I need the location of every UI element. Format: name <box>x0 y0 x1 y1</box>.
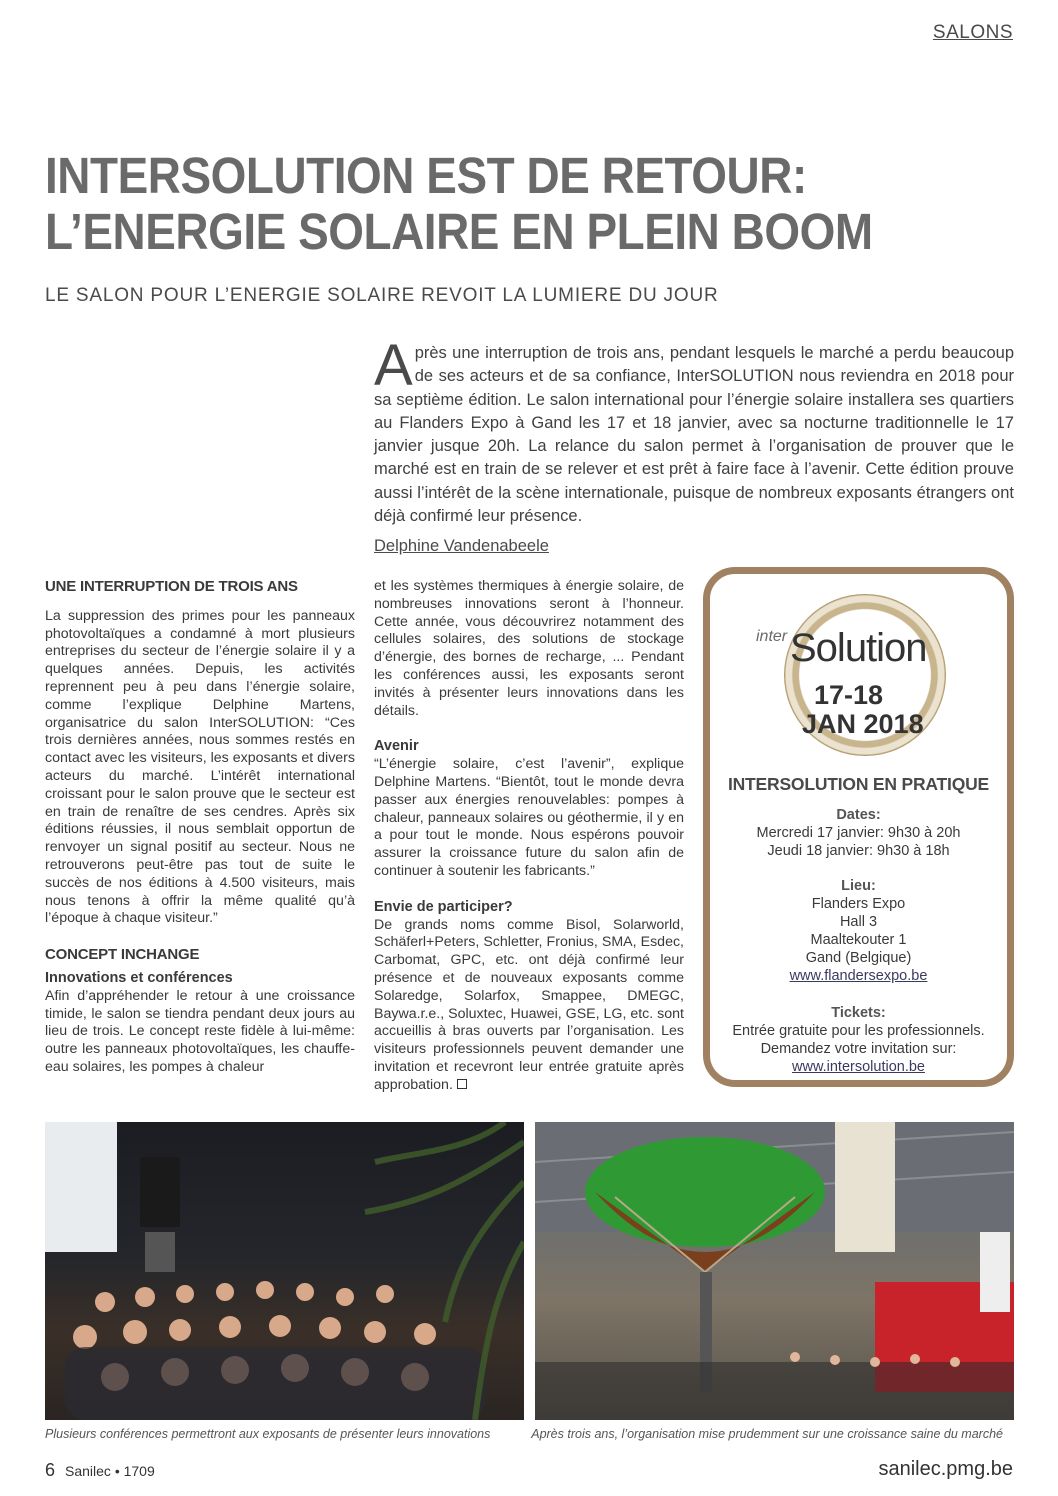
subheading-avenir: Avenir <box>374 738 419 755</box>
site-url[interactable]: sanilec.pmg.be <box>878 1458 1013 1480</box>
paragraph: De grands noms comme Bisol, Solarworld, Schäferl+Peters, Schletter, Fronius, SMA, Esdec, Carbomat, GPC, etc. ont déjà confirmé leur présence et de nouveaux exposants comme Solaredge, Solarfox, Smappee, DMEGC, Baywa.r.e., Soluxtec, Huawei, GSE, LG, etc. sont accueillis à bras ouverts par l’organisation. Les visiteurs professionnels peuvent demander une invitation et recevront leur entrée gratuite après approbation. <box>374 916 684 1093</box>
lieu-2: Hall 3 <box>839 914 878 930</box>
lieu-1: Flanders Expo <box>811 896 906 912</box>
dates-label: Dates: <box>836 807 881 823</box>
photo-conference <box>45 1122 524 1420</box>
heading-concept: CONCEPT INCHANGE <box>45 946 200 964</box>
logo-inter-text: inter <box>756 628 788 645</box>
lieu-4: Gand (Belgique) <box>805 950 912 966</box>
intersolution-link[interactable]: www.intersolution.be <box>792 1059 925 1075</box>
logo-solution-text: Solution <box>790 626 927 670</box>
photo-exhibition-graphic <box>535 1122 1014 1420</box>
page-number: 6 <box>45 1460 56 1480</box>
folio <box>45 1460 155 1481</box>
tickets-block <box>710 1004 1007 1076</box>
photo-conference-graphic <box>45 1122 524 1420</box>
date-1: Mercredi 17 janvier: 9h30 à 20h <box>756 825 961 841</box>
date-2: Jeudi 18 janvier: 9h30 à 18h <box>767 843 950 859</box>
end-mark-icon <box>457 1079 467 1089</box>
drop-cap: A <box>374 333 413 398</box>
article-subtitle: LE SALON POUR L’ENERGIE SOLAIRE REVOIT LA LUMIERE DU JOUR <box>45 285 719 306</box>
subheading-participer: Envie de participer? <box>374 898 513 915</box>
intro-paragraph <box>374 333 1014 528</box>
heading-interruption: UNE INTERRUPTION DE TROIS ANS <box>45 578 298 595</box>
dates-block <box>710 806 1007 860</box>
caption-conference: Plusieurs conférences permettront aux exposants de présenter leurs innovations <box>45 1427 491 1441</box>
logo-month: JAN 2018 <box>802 709 924 739</box>
author-byline: Delphine Vandenabeele <box>374 537 549 555</box>
logo-dates: 17-18 <box>814 680 884 710</box>
paragraph: “L’énergie solaire, c’est l’avenir”, explique Delphine Martens. “Bientôt, tout le monde devra passer aux énergies renouvelables: pompes à chaleur, panneaux solaires ou géothermie, il y en a pour tout le monde. Nous espérons pouvoir assurer la croissance future du salon afin de continuer à soutenir les fabricants.” <box>374 756 684 879</box>
article-title: INTERSOLUTION EST DE RETOUR: L’ENERGIE SOLAIRE EN PLEIN BOOM <box>45 147 873 260</box>
paragraph: et les systèmes thermiques à énergie solaire, de nombreuses innovations seront à l’honneur. Cette année, vous découvrirez notamment des cellules solaires, des solutions de stockage d’énergie, des bornes de recharge, ... Pendant les conférences aussi, les exposants seront invités à présenter leurs innovations dans les détails. <box>374 578 684 719</box>
tickets-2: Demandez votre invitation sur: <box>760 1041 957 1057</box>
section-tag: SALONS <box>932 22 1013 43</box>
tickets-1: Entrée gratuite pour les professionnels. <box>732 1023 985 1039</box>
photo-exhibition <box>535 1122 1014 1420</box>
box-title: INTERSOLUTION EN PRATIQUE <box>727 774 990 794</box>
column-middle <box>374 578 684 1095</box>
location-block <box>710 877 1007 985</box>
magazine-issue: Sanilec • 1709 <box>65 1463 155 1479</box>
paragraph: La suppression des primes pour les panneaux photovoltaïques a condamné à mort plusieurs entreprises du secteur de l’énergie solaire il y a quelques années. Depuis, les activités reprennent peu à peu dans l’énergie solaire, comme l’explique Delphine Martens, organisatrice du salon InterSOLUTION: “Ces trois dernières années, nous sommes restés en contact avec les visiteurs, les exposants et divers acteurs du marché. L’intérêt international croissant pour le salon prouve que le secteur est en train de renaître de ses cendres. Après six éditions réussies, il nous semblait opportun de renvoyer un signal positif au secteur. Nous ne retrouverons peut-être pas tout de suite le succès de nos éditions à 4.500 visiteurs, mais nous tenons à offrir la même qualité qu’à l’époque à chaque visiteur.” <box>45 607 355 927</box>
lieu-label: Lieu: <box>841 878 876 894</box>
caption-exhibition: Après trois ans, l’organisation mise prudemment sur une croissance saine du marché <box>531 1427 1003 1441</box>
flandersexpo-link[interactable]: www.flandersexpo.be <box>789 968 928 984</box>
info-box <box>703 567 1014 1087</box>
paragraph: Afin d’appréhender le retour à une croissance timide, le salon se tiendra pendant deux jours au lieu de trois. Le concept reste fidèle à lui-même: outre les panneaux photovoltaïques, les chauffe-eau solaires, les pompes à chaleur <box>45 987 355 1075</box>
lieu-3: Maaltekouter 1 <box>810 932 907 948</box>
intro-text: près une interruption de trois ans, pendant lesquels le marché a perdu beaucoup de ses acteurs et de sa confiance, InterSOLUTION nous reviendra en 2018 pour sa septième édition. Le salon international pour l’énergie solaire installera ses quartiers au Flanders Expo à Gand les 17 et 18 janvier, avec sa nocturne traditionnelle le 17 janvier jusque 20h. La relance du salon permet à l’organisation de prouver que le marché est en train de se relever et est prêt à faire face à l’avenir. Cette édition prouve aussi l’intérêt de la scène internationale, puisque de nombreux exposants étrangers ont déjà confirmé leur présence. <box>374 344 1014 526</box>
subheading-innovations: Innovations et conférences <box>45 969 233 986</box>
tickets-label: Tickets: <box>831 1005 886 1021</box>
intersolution-logo <box>750 594 970 764</box>
column-left <box>45 578 355 1077</box>
